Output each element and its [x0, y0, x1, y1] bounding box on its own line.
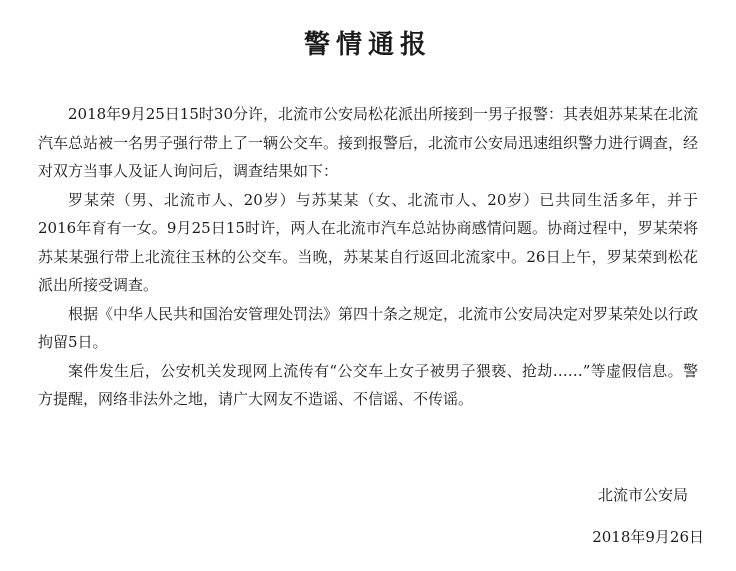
- notice-body: [38, 100, 698, 414]
- issuer-signature: 北流市公安局: [597, 486, 688, 504]
- paragraph-investigation: 罗某荣（男、北流市人、20岁）与苏某某（女、北流市人、20岁）已共同生活多年，并于2016年育有一女。9月25日15时许，两人在北流市汽车总站协商感情问题。协商过程中，罗某荣将苏某某强行带上北流往玉林的公交车。当晚，苏某某自行返回北流家中。26日上午，罗某荣到松花派出所接受调查。: [38, 190, 698, 294]
- paragraph-warning: 案件发生后，公安机关发现网上流传有“公交车上女子被男子猥亵、抢劫……”等虚假信息。警方提醒，网络非法外之地，请广大网友不造谣、不信谣、不传谣。: [38, 361, 698, 408]
- issue-date: 2018年9月26日: [592, 528, 704, 546]
- paragraph-penalty: 根据《中华人民共和国治安管理处罚法》第四十条之规定，北流市公安局决定对罗某荣处以行政拘留5日。: [38, 304, 699, 351]
- paragraph-report: 2018年9月25日15时30分许，北流市公安局松花派出所接到一男子报警：其表姐苏某某在北流汽车总站被一名男子强行带上了一辆公交车。接到报警后，北流市公安局迅速组织警力进行调查，经对双方当事人及证人询问后，调查结果如下：: [38, 105, 699, 180]
- notice-title: 警情通报: [303, 30, 432, 60]
